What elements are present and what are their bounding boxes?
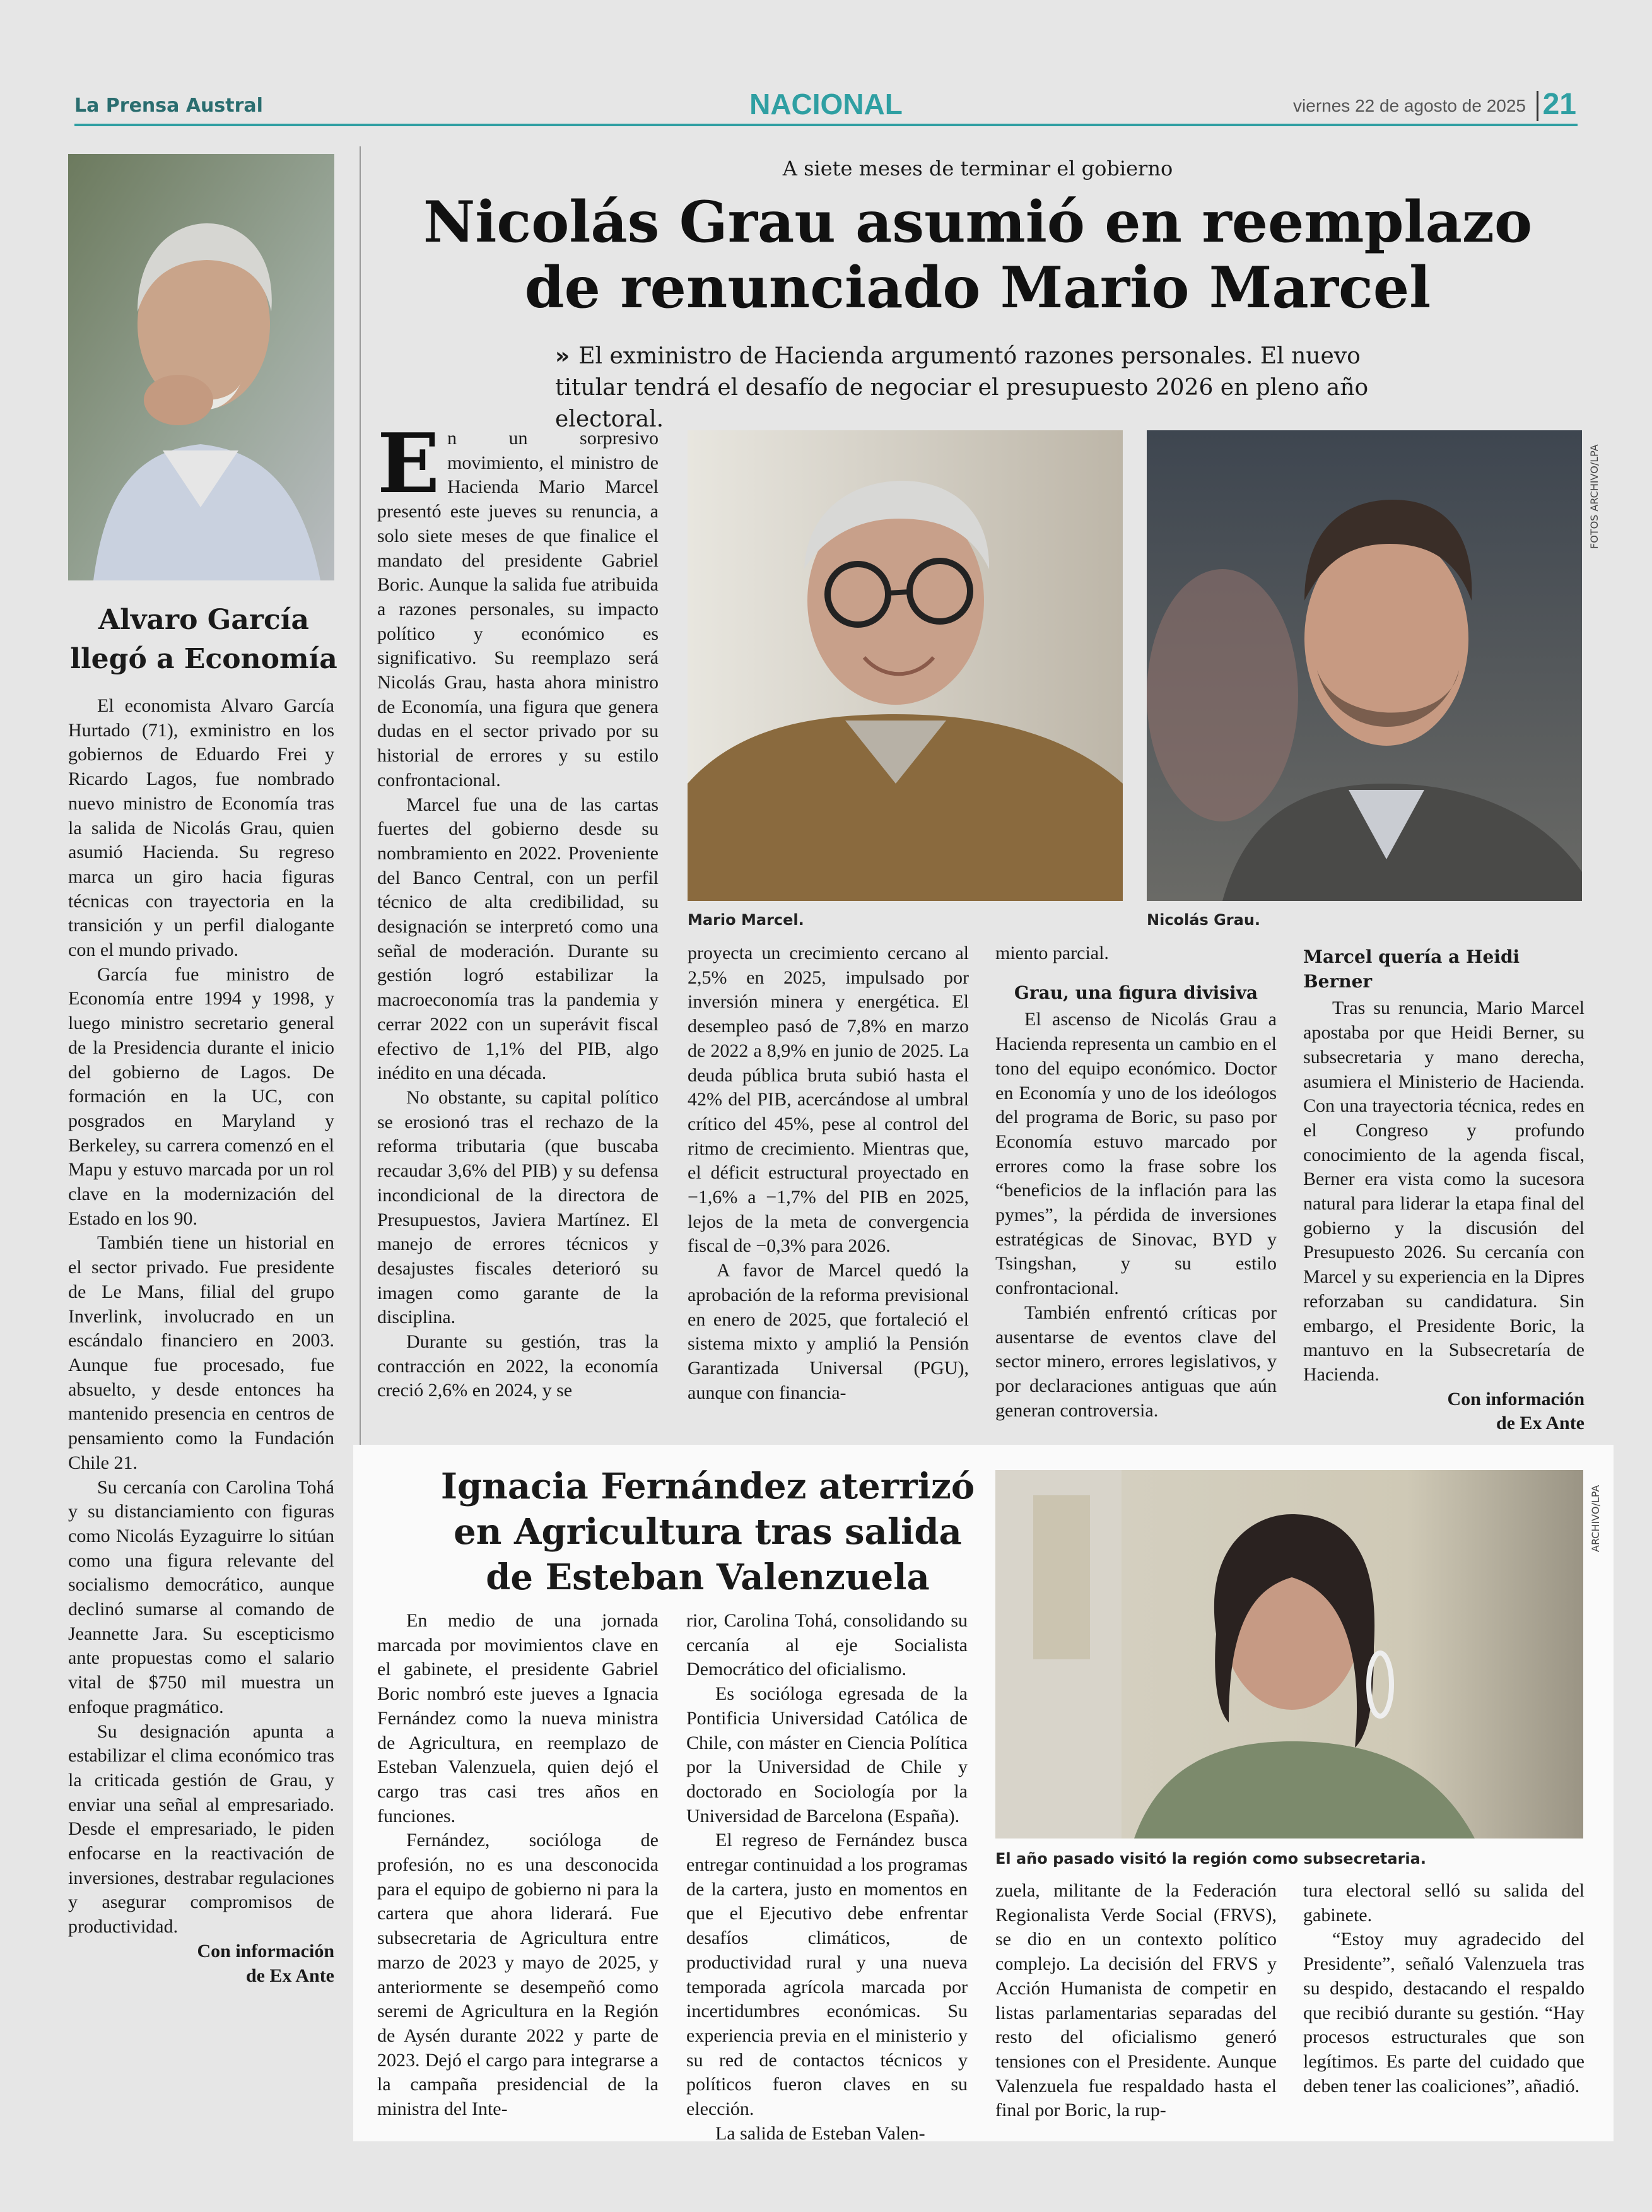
- issue-date: viernes 22 de agosto de 2025: [1293, 96, 1526, 115]
- marcel-caption: Mario Marcel.: [688, 911, 804, 929]
- main-column-3: [995, 941, 1277, 1423]
- main-credit-line1: Con información: [1447, 1388, 1585, 1409]
- main-credit-line2: de Ex Ante: [1496, 1413, 1585, 1434]
- drop-cap: E: [377, 415, 440, 512]
- chevron-right-icon: »: [555, 343, 570, 369]
- portrait-image: [68, 154, 334, 580]
- headline-line1: Nicolás Grau asumió en reemplazo: [423, 189, 1533, 256]
- column-rule: [360, 146, 361, 1459]
- box-column-2: [686, 1609, 968, 2146]
- main-paragraph: El ascenso de Nicolás Grau a Hacienda representa un cambio en el tono del equipo económico. Doctor en Economía y uno de los ideólogos del programa de Boric, su paso por Economía estuvo marcado por errores como la frase sobre los “beneficios de la inflación para las pymes”, la pérdida de inversiones estratégicas de Sinovac, BYD y Tsingshan, y su estilo confrontacional.: [995, 1009, 1277, 1299]
- newspaper-logo: La Prensa Austral: [74, 95, 263, 117]
- header-divider: [1537, 91, 1538, 121]
- main-headline: [378, 189, 1577, 321]
- box-headline-line2: en Agricultura tras salida: [454, 1511, 962, 1553]
- grau-caption: Nicolás Grau.: [1147, 911, 1261, 929]
- main-column-2: [688, 941, 969, 1405]
- box-paragraph: La salida de Esteban Valen-: [715, 2122, 925, 2144]
- main-paragraph: Marcel fue una de las cartas fuertes del gobierno desde su nombramiento en 2022. Proveniente del Banco Central, con un perfil técnico de alta credibilidad, su designación se interpretó como una señal de moderación. Durante su gestión logró estabilizar la macroeconomía tras la pandemia y cerrar 2022 con un superávit fiscal efectivo de 1,1% del PIB, algo inédito en una década.: [377, 794, 659, 1084]
- main-column-1: [377, 415, 659, 1403]
- header-rule: [74, 124, 1578, 126]
- main-paragraph: Durante su gestión, tras la contracción en 2022, la economía creció 2,6% en 2024, y se: [377, 1331, 659, 1401]
- box-column-1: [377, 1609, 659, 2122]
- box-headline: [411, 1464, 1004, 1600]
- page-number: 21: [1542, 88, 1576, 121]
- box-paragraph: tura electoral selló su salida del gabinete.: [1303, 1880, 1585, 1926]
- deck-text: El exministro de Hacienda argumentó razones personales. El nuevo titular tendrá el desafío de negociar el presupuesto 2026 en pleno año electoral.: [555, 343, 1369, 432]
- main-paragraph: También enfrentó críticas por ausentarse de eventos clave del sector minero, errores legislativos, y por declaraciones antiguas que aún generan controversia.: [995, 1302, 1277, 1421]
- section-title: NACIONAL: [749, 88, 903, 121]
- subheading-berner: Marcel quería a Heidi Berner: [1303, 946, 1520, 992]
- photo-credit: FOTOS ARCHIVO/LPA: [1588, 444, 1600, 549]
- main-paragraph: proyecta un crecimiento cercano al 2,5% en 2025, impulsado por inversión minera y energética. El desempleo pasó de 7,8% en marzo de 2022 a 8,9% en junio de 2025. La deuda pública bruta subió hasta el 42% del PIB, acercándose al umbral crítico del 45%, pese al control del ritmo de crecimiento. Mientras que, el déficit estructural proyectado en −1,6% a −1,7% del PIB en 2025, lejos de la meta de convergencia fiscal de −0,3% para 2026.: [688, 943, 969, 1257]
- box-paragraph: rior, Carolina Tohá, consolidando su cercanía al eje Socialista Democrático del oficialismo.: [686, 1610, 968, 1680]
- box-paragraph: Fernández, socióloga de profesión, no es una desconocida para el equipo de gobierno ni para la cartera que ahora liderará. Fue subsecretaria de Agricultura entre marzo de 2023 y mayo de 2025, y anteriormente se desempeñó como seremi de Agricultura en la Región de Aysén durante 2022 y parte de 2023. Dejó el cargo para integrarse a la campaña presidencial de la ministra del Inte-: [377, 1830, 659, 2120]
- ignacia-fernandez-photo: [995, 1470, 1583, 1838]
- box-headline-line3: de Esteban Valenzuela: [486, 1556, 930, 1598]
- mario-marcel-photo: [688, 430, 1123, 901]
- nicolas-grau-photo: [1147, 430, 1582, 901]
- alvaro-garcia-photo: [68, 154, 334, 580]
- main-paragraph: miento parcial.: [995, 943, 1109, 963]
- subheading-grau: Grau, una figura divisiva: [1014, 982, 1258, 1003]
- box-paragraph: Es socióloga egresada de la Pontificia Universidad Católica de Chile, con máster en Ciencia Política por la Universidad de Chile y doctorado en Sociología por la Universidad de Barcelona (España).: [686, 1683, 968, 1827]
- sidebar-paragraph: El economista Alvaro García Hurtado (71), exministro en los gobiernos de Eduardo Frei y Ricardo Lagos, fue nombrado nuevo ministro de Economía tras la salida de Nicolás Grau, quien asumió Hacienda. Su regreso marca un giro hacia figuras técnicas con trayectoria en la transición y un perfil dialogante con el mundo privado.: [68, 695, 334, 961]
- kicker: A siete meses de terminar el gobierno: [782, 156, 1173, 180]
- sidebar-title-line1: Alvaro García: [98, 604, 310, 636]
- sidebar-paragraph: Su designación apunta a estabilizar el clima económico tras la criticada gestión de Grau, y enviar una señal al empresariado. Desde el empresariado, le piden enfocarse en la reactivación de inversiones, destrabar regulaciones y asegurar compromisos de productividad.: [68, 1721, 334, 1938]
- main-paragraph: A favor de Marcel quedó la aprobación de la reforma previsional en enero de 2025, que fortaleció el sistema mixto y amplió la Pensión Garantizada Universal (PGU), aunque con financia-: [688, 1260, 969, 1403]
- sidebar-paragraph: Su cercanía con Carolina Tohá y su distanciamiento con figuras como Nicolás Eyzaguirre lo sitúan como una figura relevante del socialismo democrático, aunque declinó sumarse al comando de Jeannette Jara. Su escepticismo ante propuestas como el salario vital de $750 mil muestra un enfoque pragmático.: [68, 1476, 334, 1717]
- box-paragraph: En medio de una jornada marcada por movimientos clave en el gabinete, el presidente Gabriel Boric nombró este jueves a Ignacia Fernández como la nueva ministra de Agricultura, en reemplazo de Esteban Valenzuela, quien dejó el cargo tras casi tres años en funciones.: [377, 1610, 659, 1827]
- main-paragraph: n un sorpresivo movimiento, el ministro de Hacienda Mario Marcel presentó este jueves su renuncia, a solo siete meses de que finalice el mandato del presidente Gabriel Boric. Aunque la salida fue atribuida a razones personales, su impacto político y económico es significativo. Su reemplazo será Nicolás Grau, hasta ahora ministro de Economía, una figura que genera dudas en el sector privado por su historial de errores y su estilo confrontacional.: [377, 428, 659, 791]
- sidebar-paragraph: García fue ministro de Economía entre 1994 y 1998, y luego ministro secretario general de la Presidencia durante el inicio del gobierno de Lagos. De formación en la UC, con posgrados en Maryland y Berkeley, su carrera comenzó en el Mapu y estuvo marcada por un rol clave en la modernización del Estado en los 90.: [68, 963, 334, 1229]
- sidebar-article: [68, 694, 334, 1988]
- box-paragraph: “Estoy muy agradecido del Presidente”, señaló Valenzuela tras su despido, destacando el respaldo que recibió durante su gestión. “Hay procesos estructurales que son legítimos. Es parte del cuidado que deben tener las coaliciones”, añadió.: [1303, 1929, 1585, 2097]
- box-column-4: [1303, 1879, 1585, 2098]
- sidebar-paragraph: También tiene un historial en el sector privado. Fue presidente de Le Mans, filial del grupo Inverlink, involucrado en un escándalo financiero en 2003. Aunque fue procesado, fue absuelto, y desde entonces ha mantenido presencia en centros de pensamiento como la Fundación Chile 21.: [68, 1232, 334, 1473]
- main-paragraph: No obstante, su capital político se erosionó tras el rechazo de la reforma tributaria (que buscaba recaudar 3,6% del PIB) y su defensa incondicional de la directora de Presupuestos, Javiera Martínez. El manejo de errores técnicos y desajustes fiscales deterioró su imagen como garante de la disciplina.: [377, 1086, 659, 1328]
- box-paragraph: El regreso de Fernández busca entregar continuidad a los programas de la cartera, justo en momentos en que el Ejecutivo debe enfrentar desafíos climáticos, de productividad rural y una nueva temporada agrícola marcada por incertidumbres económicas. Su experiencia previa en el ministerio y su red de contactos técnicos y políticos fueron claves en su elección.: [686, 1830, 968, 2120]
- box-headline-line1: Ignacia Fernández aterrizó: [440, 1466, 975, 1507]
- sidebar-credit-line2: de Ex Ante: [245, 1965, 334, 1986]
- sidebar-credit-line1: Con información: [197, 1940, 334, 1962]
- box-photo-credit: ARCHIVO/LPA: [1590, 1485, 1602, 1552]
- marcel-image: [688, 430, 1123, 901]
- sidebar-title: [68, 601, 339, 679]
- grau-image: [1147, 430, 1582, 901]
- box-column-3: [995, 1879, 1277, 2123]
- main-column-4: [1303, 941, 1585, 1436]
- sidebar-title-line2: llegó a Economía: [70, 643, 337, 675]
- deck: [555, 341, 1413, 435]
- fernandez-caption: El año pasado visitó la región como subsecretaria.: [995, 1850, 1426, 1868]
- headline-line2: de renunciado Mario Marcel: [524, 254, 1431, 321]
- box-paragraph: zuela, militante de la Federación Regionalista Verde Social (FRVS), se dio en un contexto político complejo. La decisión del FRVS y Acción Humanista de competir en listas parlamentarias separadas del resto del oficialismo generó tensiones con el Presidente. Aunque Valenzuela fue respaldado hasta el final por Boric, la rup-: [995, 1880, 1277, 2121]
- main-paragraph: Tras su renuncia, Mario Marcel apostaba por que Heidi Berner, su subsecretaria y mano derecha, asumiera el Ministerio de Hacienda. Con una trayectoria técnica, redes en el Congreso y profundo conocimiento de la agenda fiscal, Berner era vista como la sucesora natural para liderar la etapa final del gobierno y la discusión del Presupuesto 2026. Su cercanía con Marcel y su experiencia en la Dipres reforzaban su candidatura. Sin embargo, el Presidente Boric, la mantuvo en la Subsecretaría de Hacienda.: [1303, 997, 1585, 1385]
- fernandez-image: [995, 1470, 1583, 1838]
